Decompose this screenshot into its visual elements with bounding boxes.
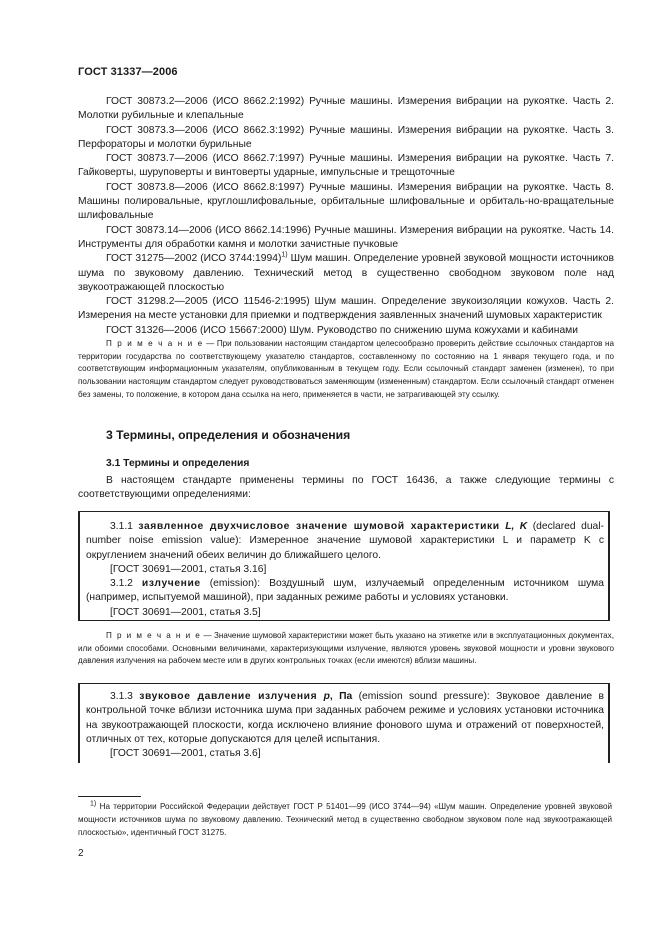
footnote-mark: 1) xyxy=(90,800,97,808)
reference-item: ГОСТ 31326—2006 (ИСО 15667:2000) Шум. Руководство по снижению шума кожухами и кабинами xyxy=(106,324,578,336)
reference-item: ГОСТ 30873.2—2006 (ИСО 8662.2:1992) Ручные машины. Измерения вибрации на рукоятке. Часть 2. Молотки рубильные и клепальные xyxy=(78,96,614,122)
term-3-1-1-source: [ГОСТ 30691—2001, статья 3.16] xyxy=(110,563,267,575)
footnote: $^{1)}$ На территории Российской Федерации действует ГОСТ Р 51401—99 (ИСО 3744—94) «Шум машин. Определение уровней звуковой мощности источников шума по звуковому давлению. Технический метод в существенно свободном звуковом поле над звукоотражающей плоскостью», идентичный ГОСТ 31275. xyxy=(78,800,612,837)
section-intro: В настоящем стандарте применены термины по ГОСТ 16436, а также следующие термины с соответствующими определениями: xyxy=(78,475,614,501)
references-list xyxy=(78,95,614,338)
footnote-separator xyxy=(78,796,141,797)
reference-item: ГОСТ 30873.3—2006 (ИСО 8662.3:1992) Ручные машины. Измерения вибрации на рукоятке. Часть 3. Перфораторы и молотки бурильные xyxy=(78,124,614,150)
subsection-title: 3.1 Термины и определения xyxy=(106,458,250,469)
term-3-1-3-source: [ГОСТ 30691—2001, статья 3.6] xyxy=(110,748,261,760)
terms-box-1 xyxy=(78,511,610,621)
section-title: 3 Термины, определения и обозначения xyxy=(106,428,351,442)
page-number: 2 xyxy=(78,848,84,859)
reference-item: ГОСТ 31298.2—2005 (ИСО 11546-2:1995) Шум машин. Определение звукоизоляции кожухов. Часть 2. Измерения на месте установки для приемки и подтверждения заявленных значений шумовых характеристик xyxy=(78,296,614,322)
footnote-mark: 1) xyxy=(281,251,288,259)
term-3-1-3: 3.1.3 звуковое давление излучения p, Па (emission sound pressure): Звуковое давление в контрольной точке вблизи источника шума при заданных рабочем режиме и условиях установки источника на звукоотражающей плоскости, когда исключено влияние фонового шума и отражений от поверхностей, отличных от тех, которые допускаются для целей испытания. xyxy=(86,691,604,745)
reference-item: ГОСТ 30873.7—2006 (ИСО 8662.7:1997) Ручные машины. Измерения вибрации на рукоятке. Часть 7. Гайковерты, шуруповерты и винтоверты ударные, импульсные и трещоточные xyxy=(78,153,614,179)
reference-item: ГОСТ 31275—2002 (ИСО 3744:1994)$^{1)}$ Шум машин. Определение уровней звуковой мощности источников шума по звуковому давлению. Технический метод в существенно свободном звуковом поле над звукоотражающей плоскостью xyxy=(78,251,614,293)
note-emission: П р и м е ч а н и е — Значение шумовой характеристики может быть указано на этикетке или в эксплуатационных документах, или обоими способами. Основными величинами, характеризующими излучение, являются уровень звуковой мощности и уровни звукового давления излучения на рабочем месте или в других контрольных точках (если имеются) вблизи машины. xyxy=(78,631,614,666)
term-3-1-2-source: [ГОСТ 30691—2001, статья 3.5] xyxy=(110,606,261,618)
note-references: П р и м е ч а н и е — При пользовании настоящим стандартом целесообразно проверить действие ссылочных стандартов на территории государства по соответствующему указателю стандартов, составленному по состоянию на 1 января текущего года, и по соответствующим информационным указателям, опубликованным в текущем году. Если ссылочный стандарт заменен (изменен), то при пользовании настоящим стандартом следует руководствоваться заменяющим (измененным) стандартом. Если ссылочный стандарт отменен без замены, то положение, в котором дана ссылка на него, применяется в части, не затрагивающей эту ссылку. xyxy=(78,339,614,399)
term-3-1-2: 3.1.2 излучение (emission): Воздушный шум, излучаемый определенным источником шума (например, испытуемой машиной), при заданных режиме работы и условиях установки. xyxy=(86,578,604,604)
document-header: ГОСТ 31337—2006 xyxy=(78,66,178,78)
terms-box-2 xyxy=(78,683,610,763)
reference-item: ГОСТ 30873.8—2006 (ИСО 8662.8:1997) Ручные машины. Измерения вибрации на рукоятке. Часть 8. Машины полировальные, круглошлифовальные, орбитальные шлифовальные и орбиталь-но-вращательные шлифовальные xyxy=(78,181,614,222)
reference-item: ГОСТ 30873.14—2006 (ИСО 8662.14:1996) Ручные машины. Измерения вибрации на рукоятке. Часть 14. Инструменты для обработки камня и молотки зачистные пучковые xyxy=(78,224,614,250)
term-3-1-1: 3.1.1 заявленное двухчисловое значение шумовой характеристики L, K (declared dual-number noise emission value): Измеренное значение шумовой характеристики L и параметр K с округлением значений обеих величин до ближайшего целого. xyxy=(86,521,604,561)
